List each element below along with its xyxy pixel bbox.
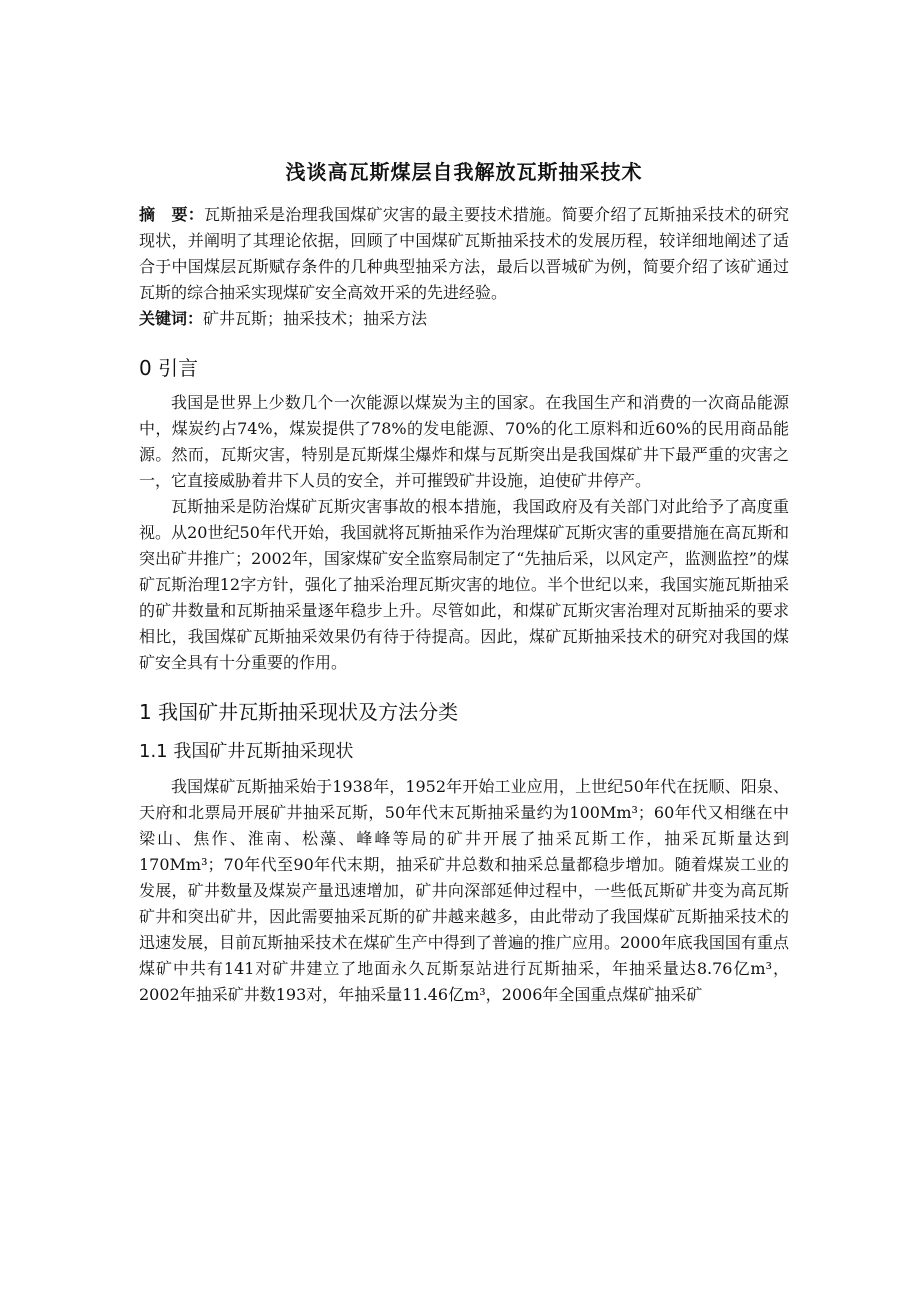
keywords-line <box>139 306 789 332</box>
section-0-paragraph-1: 我国是世界上少数几个一次能源以煤炭为主的国家。在我国生产和消费的一次商品能源中，煤炭约占74%，煤炭提供了78%的发电能源、70%的化工原料和近60%的民用商品能源。然而，瓦斯灾害，特别是瓦斯煤尘爆炸和煤与瓦斯突出是我国煤矿井下最严重的灾害之一，它直接威胁着井下人员的安全，并可摧毁矿井设施，迫使矿井停产。 <box>139 393 789 490</box>
section-1-title: 1 我国矿井瓦斯抽采现状及方法分类 <box>139 700 459 724</box>
keywords-text: 矿井瓦斯；抽采技术；抽采方法 <box>203 309 428 328</box>
subsection-1-1-title: 1.1 我国矿井瓦斯抽采现状 <box>139 741 354 762</box>
section-0-title: 0 引言 <box>139 356 199 380</box>
section-0-paragraph-2: 瓦斯抽采是防治煤矿瓦斯灾害事故的根本措施，我国政府及有关部门对此给予了高度重视。从20世纪50年代开始，我国就将瓦斯抽采作为治理煤矿瓦斯灾害的重要措施在高瓦斯和突出矿井推广；2002年，国家煤矿安全监察局制定了“先抽后采，以风定产，监测监控”的煤矿瓦斯治理12字方针，强化了抽采治理瓦斯灾害的地位。半个世纪以来，我国实施瓦斯抽采的矿井数量和瓦斯抽采量逐年稳步上升。尽管如此，和煤矿瓦斯灾害治理对瓦斯抽采的要求相比，我国煤矿瓦斯抽采效果仍有待于待提高。因此，煤矿瓦斯抽采技术的研究对我国的煤矿安全具有十分重要的作用。 <box>139 497 789 672</box>
subsection-1-1-paragraph-1: 我国煤矿瓦斯抽采始于1938年，1952年开始工业应用，上世纪50年代在抚顺、阳泉、天府和北票局开展矿井抽采瓦斯，50年代末瓦斯抽采量约为100Mm³；60年代又相继在中梁山、焦作、淮南、松藻、峰峰等局的矿井开展了抽采瓦斯工作，抽采瓦斯量达到170Mm³；70年代至90年代末期，抽采矿井总数和抽采总量都稳步增加。随着煤炭工业的发展，矿井数量及煤炭产量迅速增加，矿井向深部延伸过程中，一些低瓦斯矿井变为高瓦斯矿井和突出矿井，因此需要抽采瓦斯的矿井越来越多，由此带动了我国煤矿瓦斯抽采技术的迅速发展，目前瓦斯抽采技术在煤矿生产中得到了普遍的推广应用。2000年底我国国有重点煤矿中共有141对矿井建立了地面永久瓦斯泵站进行瓦斯抽采，年抽采量达8.76亿m³，2002年抽采矿井数193对，年抽采量11.46亿m³，2006年全国重点煤矿抽采矿 <box>139 777 789 1004</box>
abstract-label: 摘 要： <box>139 205 205 224</box>
abstract-paragraph <box>139 202 789 306</box>
keywords-label: 关键词： <box>139 309 204 328</box>
document-content <box>139 154 789 1008</box>
document-title: 浅谈高瓦斯煤层自我解放瓦斯抽采技术 <box>285 160 643 184</box>
abstract-text: 瓦斯抽采是治理我国煤矿灾害的最主要技术措施。简要介绍了瓦斯抽采技术的研究现状，并阐明了其理论依据，回顾了中国煤矿瓦斯抽采技术的发展历程，较详细地阐述了适合于中国煤层瓦斯赋存条件的几种典型抽采方法，最后以晋城矿为例，简要介绍了该矿通过瓦斯的综合抽采实现煤矿安全高效开采的先进经验。 <box>139 205 789 302</box>
